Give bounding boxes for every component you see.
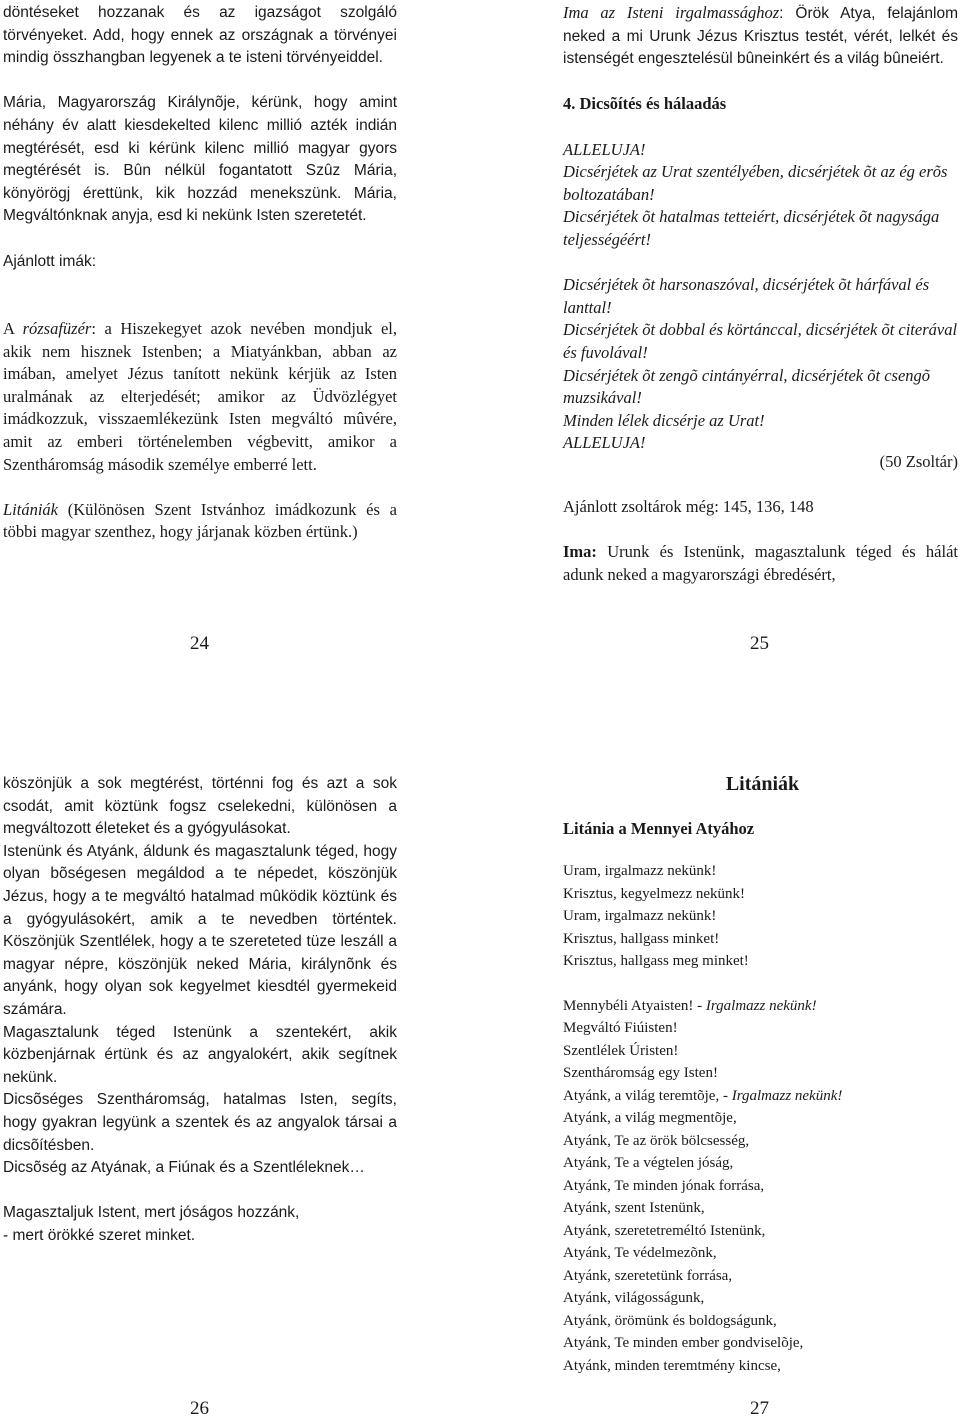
invocation-line: Atyánk, Te az örök bölcsesség, [563,1132,750,1149]
invocation-line: Mennybéli Atyaisten! - Irgalmazz nekünk! [563,997,817,1014]
page-number-27: 27 [750,1398,769,1419]
closing-prayer: Ima: Urunk és Istenünk, magasztalunk téged és hálát adunk neked a magyarországi ébredésért, [563,542,958,584]
page-number-25: 25 [750,633,769,654]
invocation-line: Atyánk, Te védelmezõnk, [563,1245,717,1261]
closing-response: - mert örökké szeret minket. [3,1226,196,1244]
page-24-serif-column [3,318,397,544]
kyrie-line: Uram, irgalmazz nekünk! [563,863,717,879]
psalm-source: (50 Zsoltár) [879,451,958,471]
invocation-line: Atyánk, a világ teremtõje, - Irgalmazz nekünk! [563,1087,843,1104]
kyrie-line: Krisztus, hallgass meg minket! [563,953,749,969]
page-24-column [3,2,397,273]
invocation-line: Atyánk, világosságunk, [563,1290,705,1306]
psalm-line: Dicsérjétek õt hatalmas tetteiért, dicsérjétek õt nagysága teljességéért! [563,207,940,249]
rosary-paragraph: A rózsafüzér: a Hiszekegyet azok nevében mondjuk el, akik nem hisznek Istenben; a Miatyánkban, abban az imában, amelyet Jézus tanított nekünk kérjük az Isten uralmának az elterjedését; amikor az Üdvözlégyet imádkozzuk, visszaemlékezünk Isten megváltó mûvére, amit az emberi történelemben végbevitt, amikor a Szentháromság második személye emberré lett. [3,319,397,474]
invocation-line: Atyánk, Te a végtelen jóság, [563,1155,734,1171]
litanies-paragraph: Litániák (Különösen Szent Istvánhoz imádkozunk és a többi magyar szenthez, hogy járjanak közben értünk.) [3,499,397,542]
psalm-line: Minden lélek dicsérje az Urat! [563,410,765,430]
page-26-paragraph: Magasztalunk téged Istenünk a szentekért, akik közbenjárnak értünk és az angyalokért, akik segítnek nekünk. [3,1023,397,1086]
psalm-line: Dicsérjétek õt zengõ cintányérral, dicsérjétek õt csengõ muzsikával! [563,365,931,408]
page-26-paragraph: Dicsõség az Atyának, a Fiúnak és a Szentléleknek… [3,1159,365,1177]
invocation-line: Atyánk, szent Istenünk, [563,1200,705,1216]
page-26-paragraph: Istenünk és Atyánk, áldunk és magasztalunk téged, hogy olyan bõségesen megáldod a te népedet, köszönjük Jézus, hogy a te megváltó hatalmad mûködik köztünk és a gyógyulásokért, amik a te nevedben történtek. Köszönjük Szentlélek, hogy a te szereteted tüze leszáll a magyar népre, köszönjük neked Mária, királynõnk és anyánk, hogy olyan sok kegyelmet kiesdtél gyermekeid számára. [3,842,397,1018]
divine-mercy-prayer: Ima az Isteni irgalmassághoz: Örök Atya, felajánlom neked a mi Urunk Jézus Krisztus testét, vérét, lelkét és istenségét engesztelésül bûneinkért és a világ bûneiért. [563,3,958,68]
recommended-prayers-heading: Ajánlott imák: [3,252,97,270]
page-24-top-paragraph: döntéseket hozzanak és az igazságot szolgáló törvényeket. Add, hogy ennek az országnak a törvényei mindig összhangban legyenek a te isteni törvényeiddel. [3,4,397,67]
recommended-psalms: Ajánlott zsoltárok még: 145, 136, 148 [563,497,814,517]
kyrie-line: Krisztus, kegyelmezz nekünk! [563,885,746,902]
section-heading-praise: 4. Dicsõítés és hálaadás [563,94,727,114]
page-24-maria-paragraph: Mária, Magyarország Királynõje, kérünk, hogy amint néhány év alatt kiesdekelted kilenc millió azték indián megtérését, esd ki kérünk kilenc millió magyar gyors megtérését is. Bûn nélkül fogantatott Szûz Mária, könyörögj érettünk, kik hozzád menekszünk. Mária, Megváltónknak anyja, esd ki nekünk Isten szeretetét. [3,94,397,225]
invocation-line: Atyánk, szeretetünk forrása, [563,1267,733,1284]
invocation-line: Atyánk, a világ megmentõje, [563,1110,737,1126]
psalm-line: Dicsérjétek az Urat szentélyében, dicsérjétek õt az ég erõs boltozatában! [563,162,948,204]
kyrie-list [563,860,958,973]
invocation-line: Szentháromság egy Isten! [563,1065,718,1081]
invocation-line: Atyánk, minden teremtmény kincse, [563,1357,781,1374]
kyrie-line: Uram, irgalmazz nekünk! [563,908,717,924]
page-26-column [3,773,397,1247]
invocation-line: Atyánk, szeretetreméltó Istenünk, [563,1222,766,1239]
page-26-paragraph: köszönjük a sok megtérést, történni fog és azt a sok csodát, amit köztünk fogsz cselekedni, különösen a megváltozott életeket és a gyógyulásokat. [3,775,397,838]
psalm-line: ALLELUJA! [563,139,646,159]
invocation-line: Atyánk, Te minden jónak forrása, [563,1177,765,1194]
psalm-line: Dicsérjétek õt harsonaszóval, dicsérjétek õt hárfával és lanttal! [563,275,930,317]
psalm-line: ALLELUJA! [563,433,646,453]
invocation-list [563,995,958,1378]
closing-verse: Magasztaljuk Istent, mert jóságos hozzánk, [3,1204,300,1222]
invocation-line: Szentlélek Úristen! [563,1042,679,1059]
invocation-line: Megváltó Fiúisten! [563,1020,678,1036]
kyrie-line: Krisztus, hallgass minket! [563,930,720,947]
page-number-24: 24 [190,633,209,654]
psalm-line: Dicsérjétek õt dobbal és körtánccal, dicsérjétek õt citerával és fuvolával! [563,320,958,362]
litany-subtitle: Litánia a Mennyei Atyához [563,819,755,838]
litanies-title: Litániák [725,773,800,795]
page-26-paragraph: Dicsõséges Szentháromság, hatalmas Isten, segíts, hogy gyakran legyünk a szentek és az angyalok társai a dicsõítésben. [3,1091,397,1154]
page-27-column [563,770,958,1377]
page-number-26: 26 [190,1398,209,1419]
psalm-block-1 [563,139,958,252]
psalm-block-2 [563,274,958,455]
page-25-column [563,2,958,586]
invocation-line: Atyánk, Te minden ember gondviselõje, [563,1335,804,1351]
invocation-line: Atyánk, örömünk és boldogságunk, [563,1312,777,1329]
